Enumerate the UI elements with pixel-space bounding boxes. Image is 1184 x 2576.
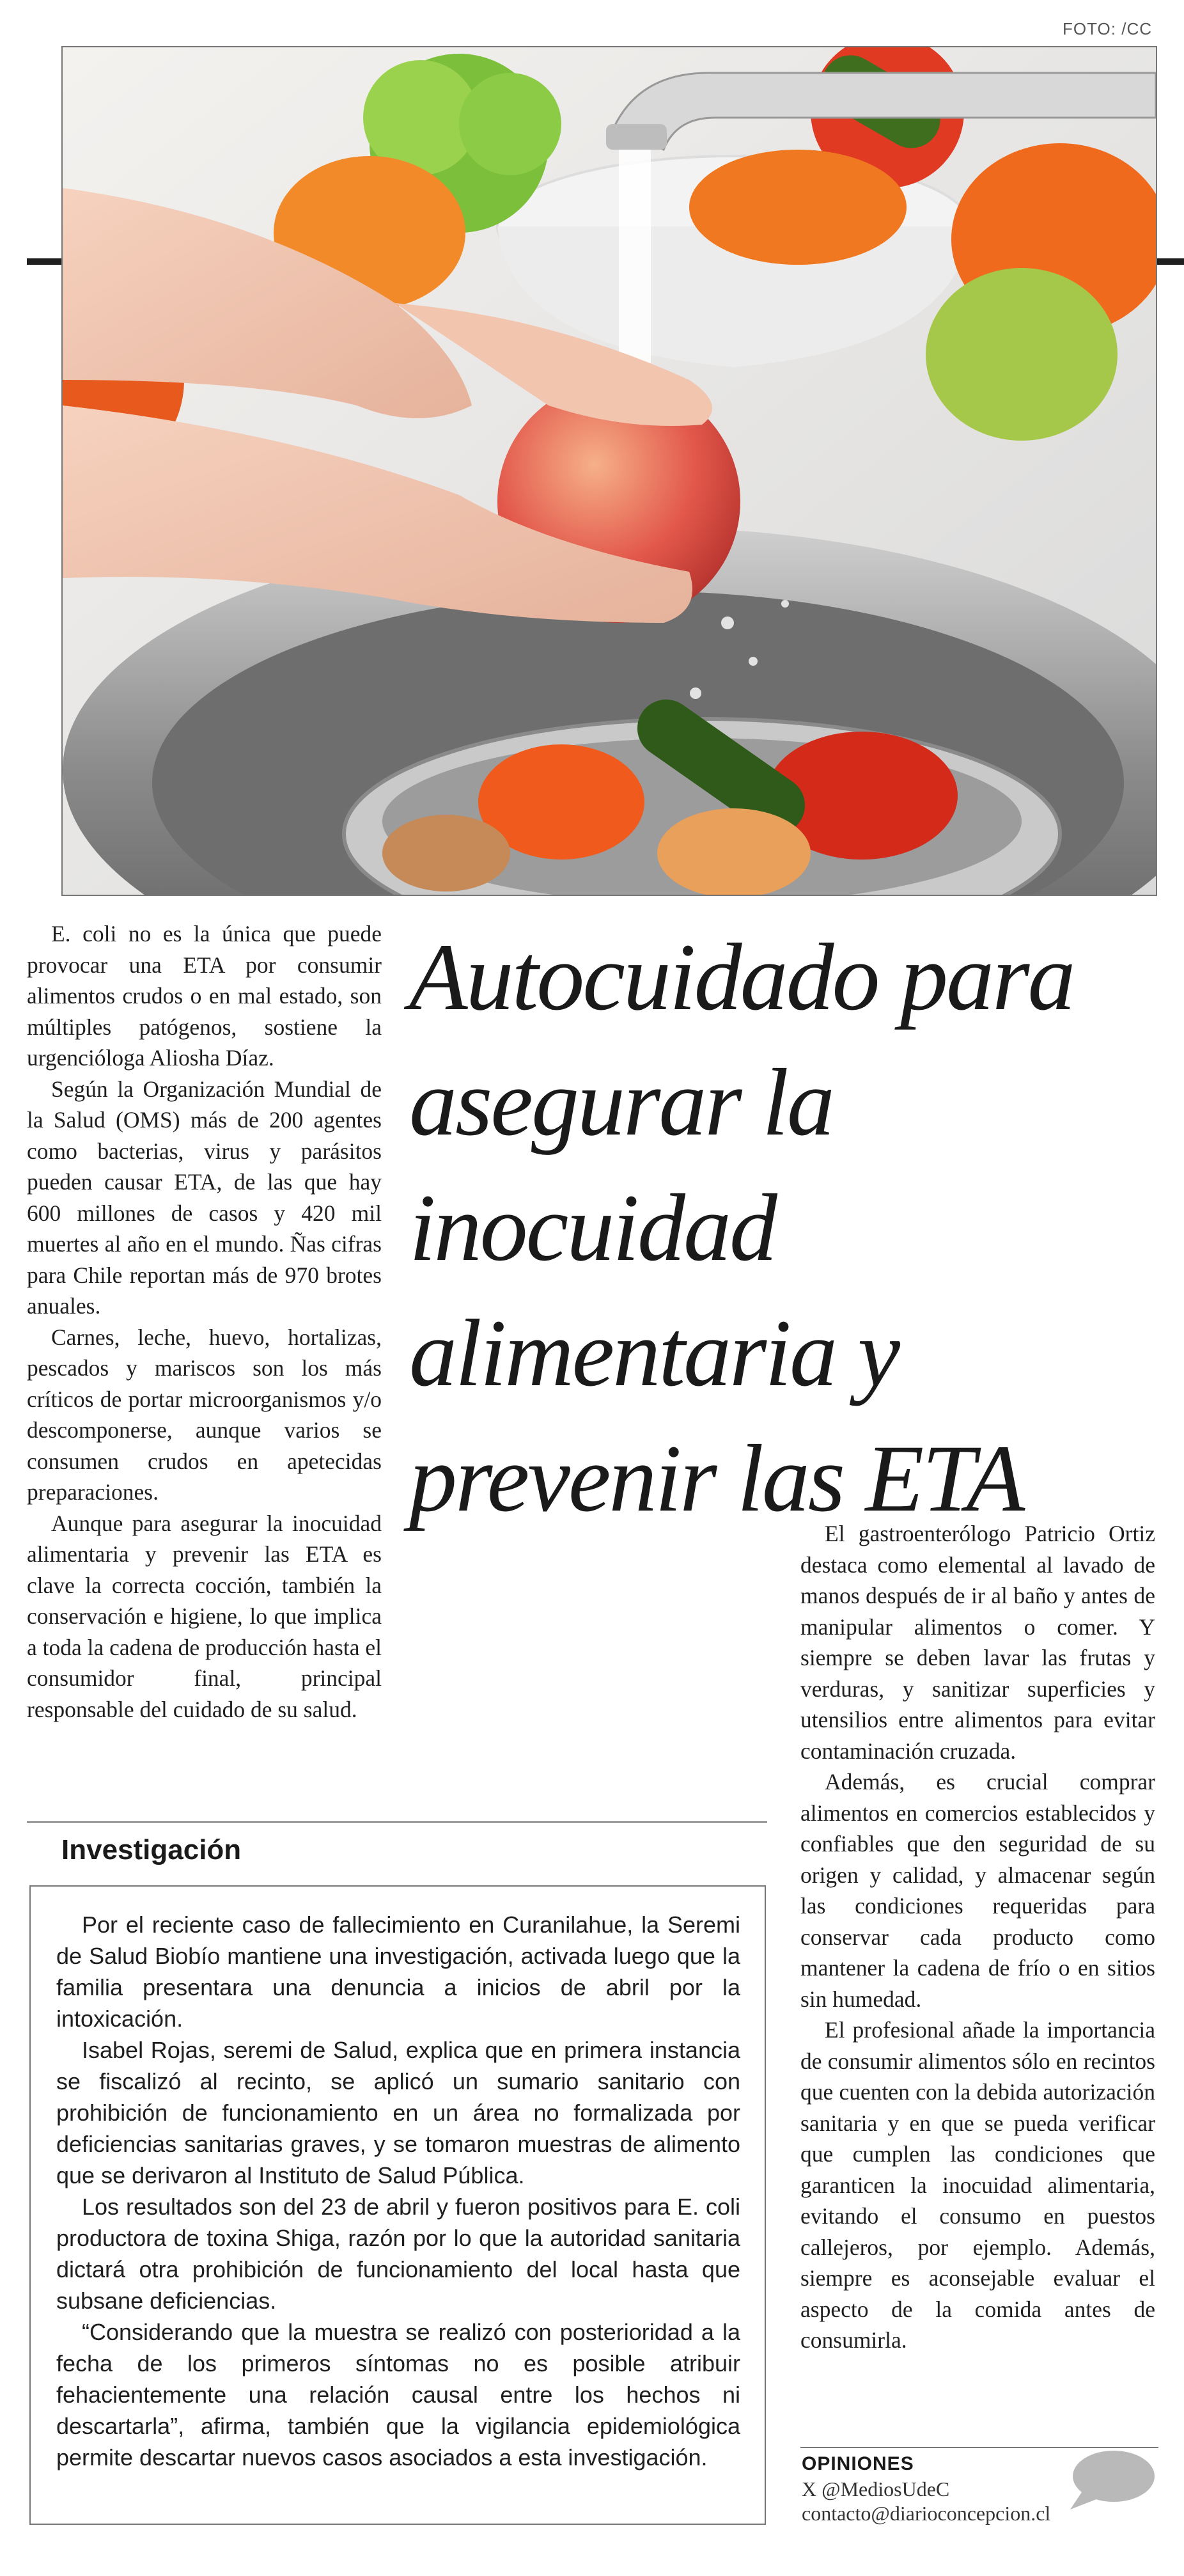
intro-paragraph: Aunque para asegurar la inocuidad alimentaria y prevenir las ETA es clave la correcta cocción, también la conservación e higiene, lo que implica a toda la cadena de producción hasta el consumidor final, principal responsable del cuidado de su salud. — [27, 1510, 382, 1722]
opinions-title: OPINIONES — [802, 2453, 914, 2474]
hands-washing-vegetables-photo — [61, 46, 1157, 896]
box-paragraph: Los resultados son del 23 de abril y fueron positivos para E. coli productora de toxina Shiga, razón por lo que la autoridad sanitaria dictará otra prohibición de funcionamiento del local hasta que subsane deficiencias. — [56, 2194, 740, 2314]
box-title: Investigación — [61, 1834, 242, 1865]
photo-credit: FOTO: /CC — [1063, 19, 1152, 38]
section-divider — [27, 1821, 767, 1823]
right-column — [800, 1518, 1155, 2356]
intro-paragraph: Carnes, leche, huevo, hortalizas, pescados y mariscos son los más críticos de portar microorganismos y/o descomponerse, aunque varios se consumen crudos en apetecidas preparaciones. — [27, 1324, 382, 1505]
right-paragraph: El profesional añade la importancia de consumir alimentos sólo en recintos que cuenten con la debida autorización sanitaria y en que se pueda verificar que cumplen las condiciones que garanticen la inocuidad alimentaria, evitando el consumo en puestos callejeros, por ejemplo. Además, siempre es aconsejable evaluar el aspecto de la comida antes de consumirla. — [800, 2017, 1155, 2353]
intro-paragraph: Según la Organización Mundial de la Salud (OMS) más de 200 agentes como bacterias, virus y parásitos pueden causar ETA, de las que hay 600 millones de casos y 420 mil muertes al año en el mundo. Ñas cifras para Chile reportan más de 970 brotes anuales. — [27, 1076, 382, 1319]
opinions-email[interactable]: contacto@diarioconcepcion.cl — [802, 2502, 1051, 2525]
opinions-handle[interactable]: X @MediosUdeC — [802, 2478, 950, 2501]
hands-washing-vegetables-icon — [63, 47, 1156, 895]
intro-paragraph: E. coli no es la única que puede provocar una ETA por consumir alimentos crudos o en mal estado, son múltiples patógenos, sostiene la urgencióloga Aliosha Díaz. — [27, 921, 382, 1071]
decorative-rule-right — [1155, 258, 1184, 265]
decorative-rule-left — [27, 258, 63, 265]
intro-column — [27, 918, 382, 1725]
right-paragraph: Además, es crucial comprar alimentos en comercios establecidos y confiables que den seguridad de su origen y calidad, y almacenar según las condiciones requeridas para conservar cada producto como mantener la cadena de frío o en sitios sin humedad. — [800, 1769, 1155, 2012]
investigation-text — [56, 1909, 740, 2473]
box-paragraph: Por el reciente caso de fallecimiento en Curanilahue, la Seremi de Salud Biobío mantiene una investigación, activada luego que la familia presentara una denuncia a inicios de abril por la intoxicación. — [56, 1912, 740, 2032]
box-paragraph: Isabel Rojas, seremi de Salud, explica que en primera instancia se fiscalizó al recinto, se aplicó un sumario sanitario con prohibición de funcionamiento en un área no formalizada por deficiencias sanitarias graves, y se tomaron muestras de alimento que se derivaron al Instituto de Salud Pública. — [56, 2037, 740, 2188]
box-paragraph: “Considerando que la muestra se realizó con posterioridad a la fecha de los primeros síntomas no es posible atribuir fehacientemente una relación causal entre los hechos ni descartarla”, afirma, también que la vigilancia epidemiológica permite descartar nuevos casos asociados a esta investigación. — [56, 2319, 740, 2470]
speech-bubble-icon — [1065, 2448, 1156, 2512]
right-paragraph: El gastroenterólogo Patricio Ortiz destaca como elemental al lavado de manos después de ir al baño y antes de manipular alimentos o comer. Y siempre se deben lavar las frutas y verduras, y sanitizar superficies y utensilios entre alimentos para evitar contaminación cruzada. — [800, 1521, 1155, 1764]
article-headline: Autocuidado para asegurar la inocuidad alimentaria y prevenir las ETA — [409, 924, 1074, 1532]
